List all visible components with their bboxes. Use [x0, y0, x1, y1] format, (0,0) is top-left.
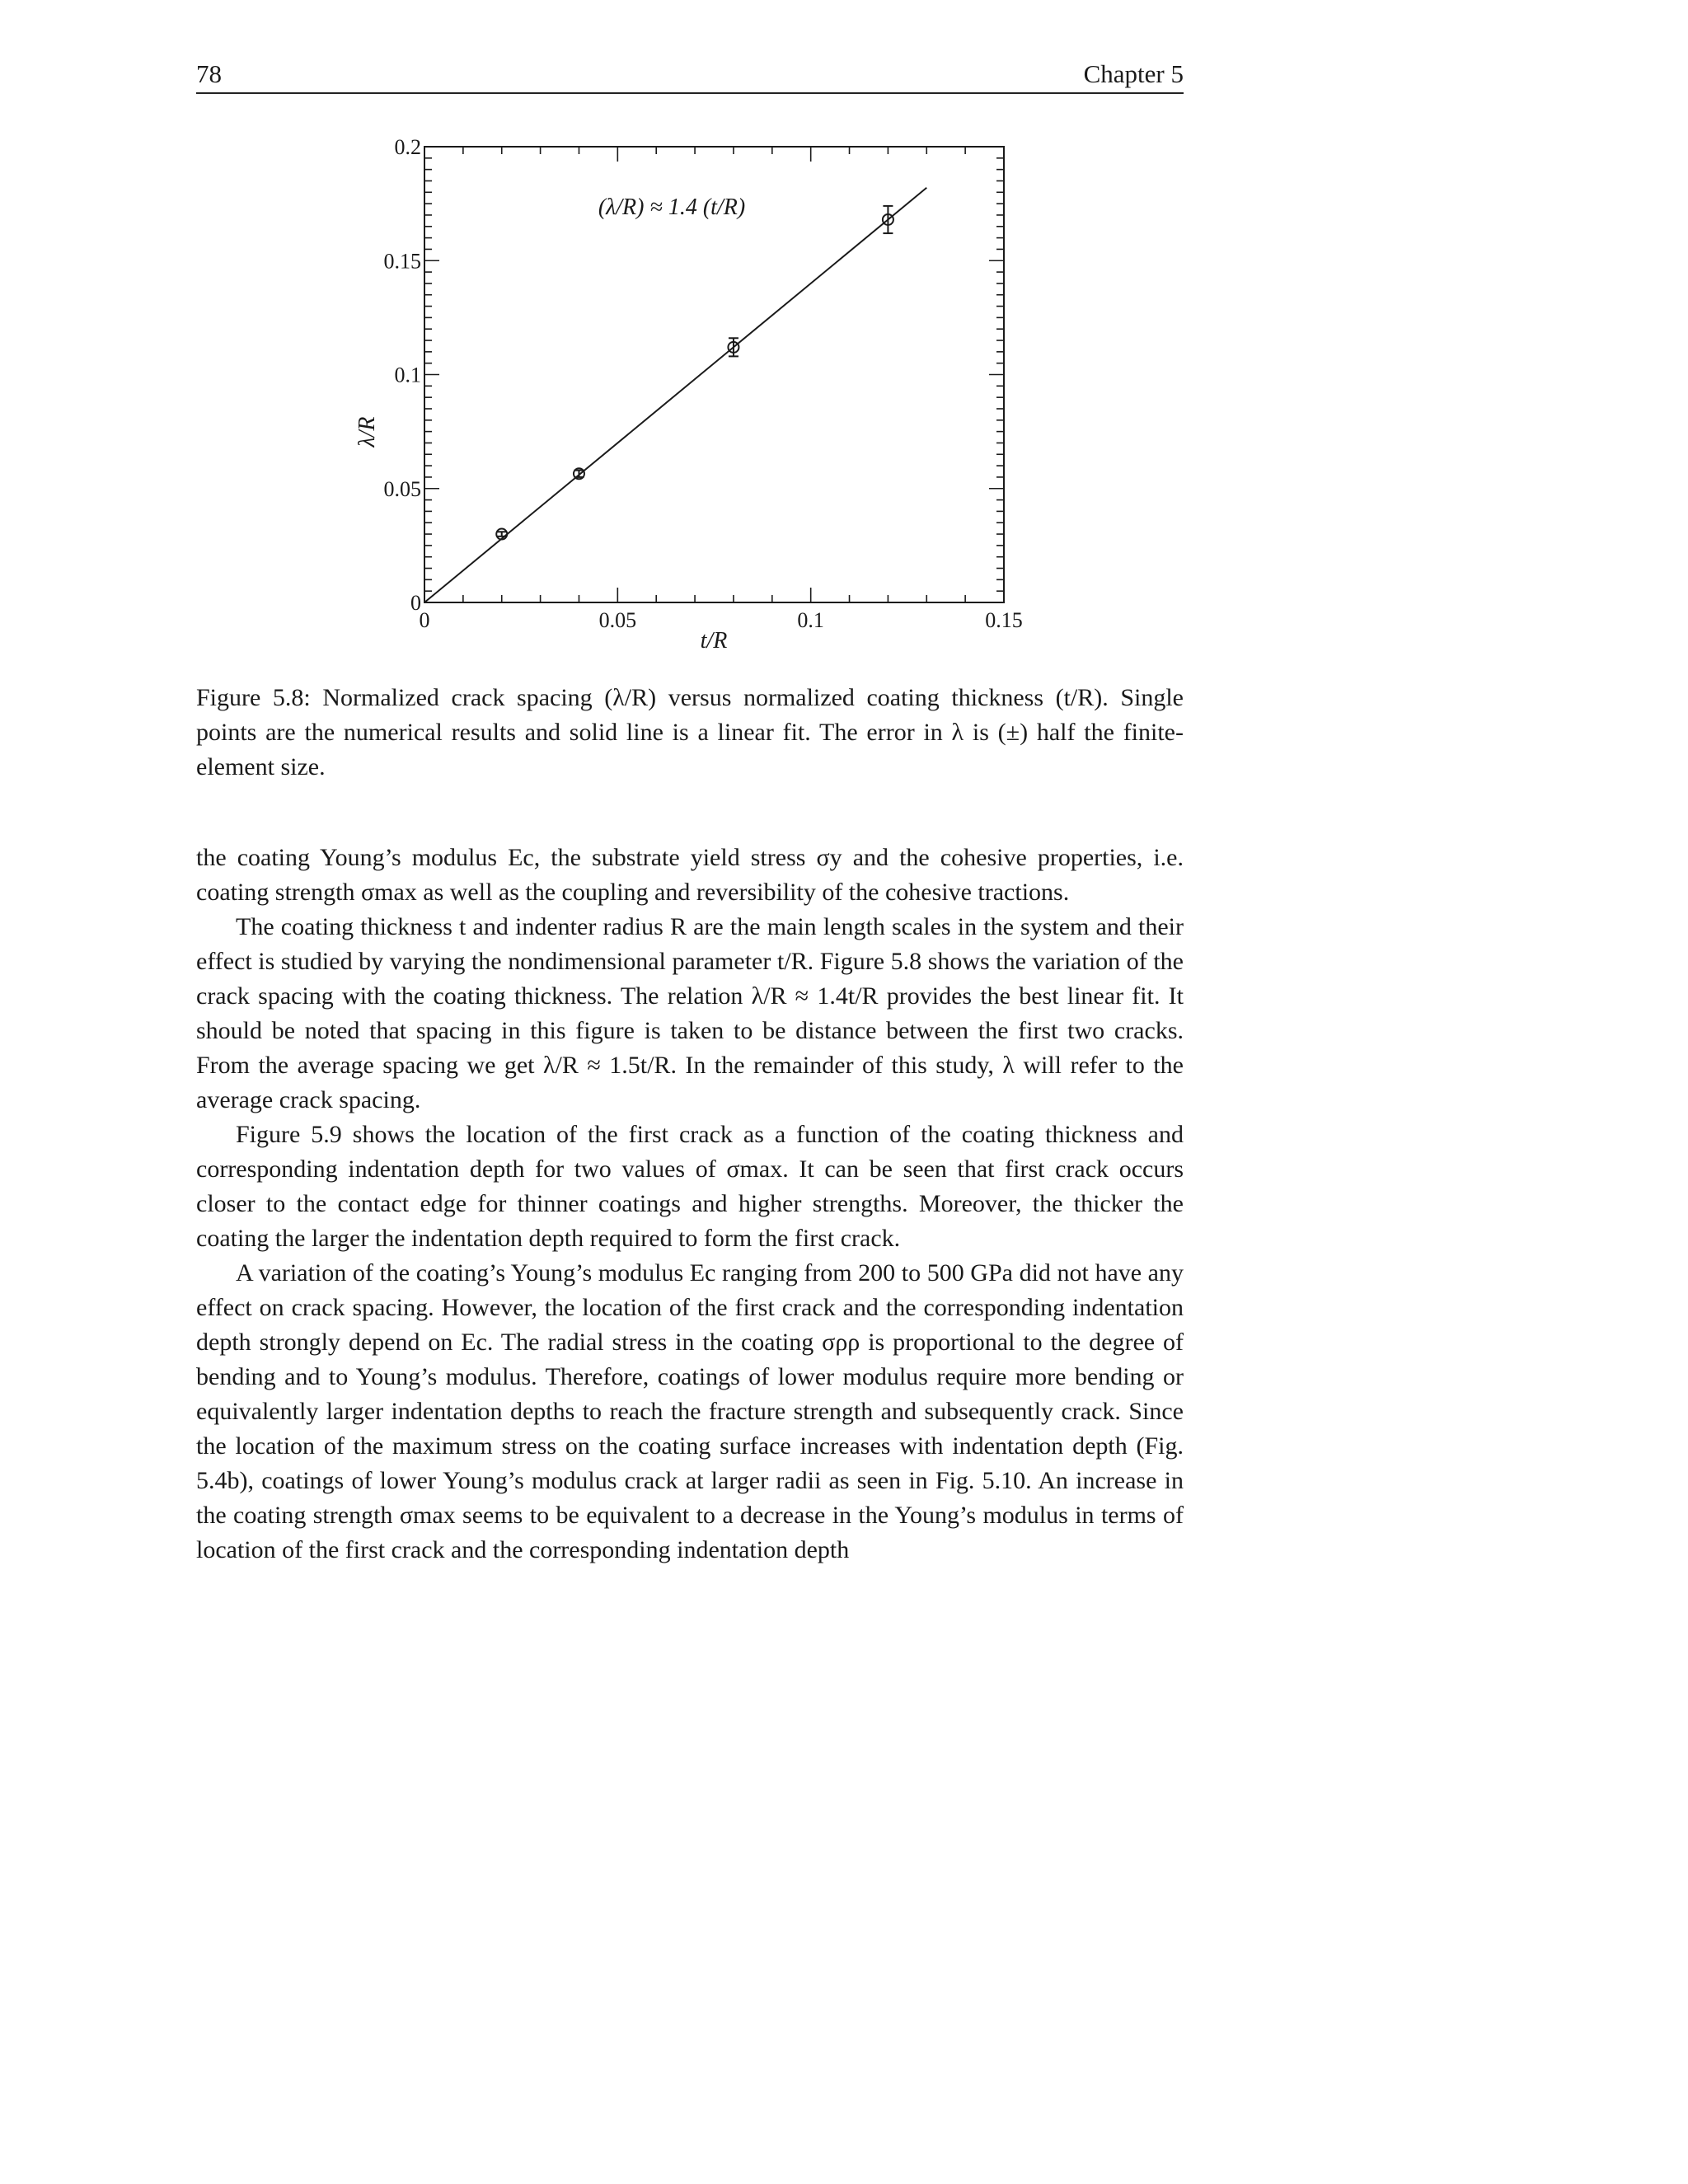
fit-line: [424, 188, 926, 602]
x-tick-label: 0.1: [797, 608, 824, 632]
y-tick-label: 0: [410, 591, 421, 615]
paragraph-3: Figure 5.9 shows the location of the first crack as a function of the coating thickness and corresponding indentation depth for two values of σmax. It can be seen that first crack occurs closer to the contact edge for thinner coatings and higher strengths. Moreover, the thicker the coating the larger the indentation depth required to form the first crack.: [196, 1121, 1184, 1252]
x-axis-label: t/R: [700, 628, 728, 654]
fit-annotation: (λ/R) ≈ 1.4 (t/R): [598, 194, 746, 220]
y-tick-label: 0.1: [394, 363, 421, 387]
paragraph-2: The coating thickness t and indenter radius R are the main length scales in the system and their effect is studied by varying the nondimensional parameter t/R. Figure 5.8 shows the variation of the crack spacing with the coating thickness. The relation λ/R ≈ 1.4t/R provides the best linear fit. It should be noted that spacing in this figure is taken to be distance between the first two cracks. From the average spacing we get λ/R ≈ 1.5t/R. In the remainder of this study, λ will refer to the average crack spacing.: [196, 913, 1184, 1113]
y-tick-label: 0.2: [394, 135, 421, 159]
y-axis-label: λ/R: [354, 416, 380, 448]
x-tick-label: 0.05: [598, 608, 637, 632]
paragraph-4: A variation of the coating’s Young’s modulus Ec ranging from 200 to 500 GPa did not have any effect on crack spacing. However, the location of the first crack and the corresponding indentation depth strongly depend on Ec. The radial stress in the coating σρρ is proportional to the degree of bending and to Young’s modulus. Therefore, coatings of lower modulus require more bending or equivalently larger indentation depths to reach the fracture strength and subsequently crack. Since the location of the maximum stress on the coating surface increases with indentation depth (Fig. 5.4b), coatings of lower Young’s modulus crack at larger radii as seen in Fig. 5.10. An increase in the coating strength σmax seems to be equivalent to a decrease in the Young’s modulus in terms of location of the first crack and the corresponding indentation depth: [196, 1259, 1184, 1563]
chapter-title: Chapter 5: [1083, 59, 1184, 88]
y-tick-label: 0.05: [383, 476, 421, 501]
figure-caption: Figure 5.8: Normalized crack spacing (λ/R) versus normalized coating thickness (t/R). Single points are the numerical results and solid line is a linear fit. The error in λ is (±) half the finite-element size.: [196, 684, 1184, 780]
page-number: 78: [196, 59, 222, 88]
x-tick-label: 0.15: [985, 608, 1023, 632]
x-tick-label: 0: [419, 608, 430, 632]
y-tick-label: 0.15: [383, 249, 421, 274]
figure-5-8-chart: [0, 0, 1688, 676]
paragraph-1: the coating Young’s modulus Ec, the substrate yield stress σy and the cohesive properties, i.e. coating strength σmax as well as the coupling and reversibility of the cohesive tractions.: [196, 844, 1184, 906]
body-text: [196, 841, 1184, 1568]
